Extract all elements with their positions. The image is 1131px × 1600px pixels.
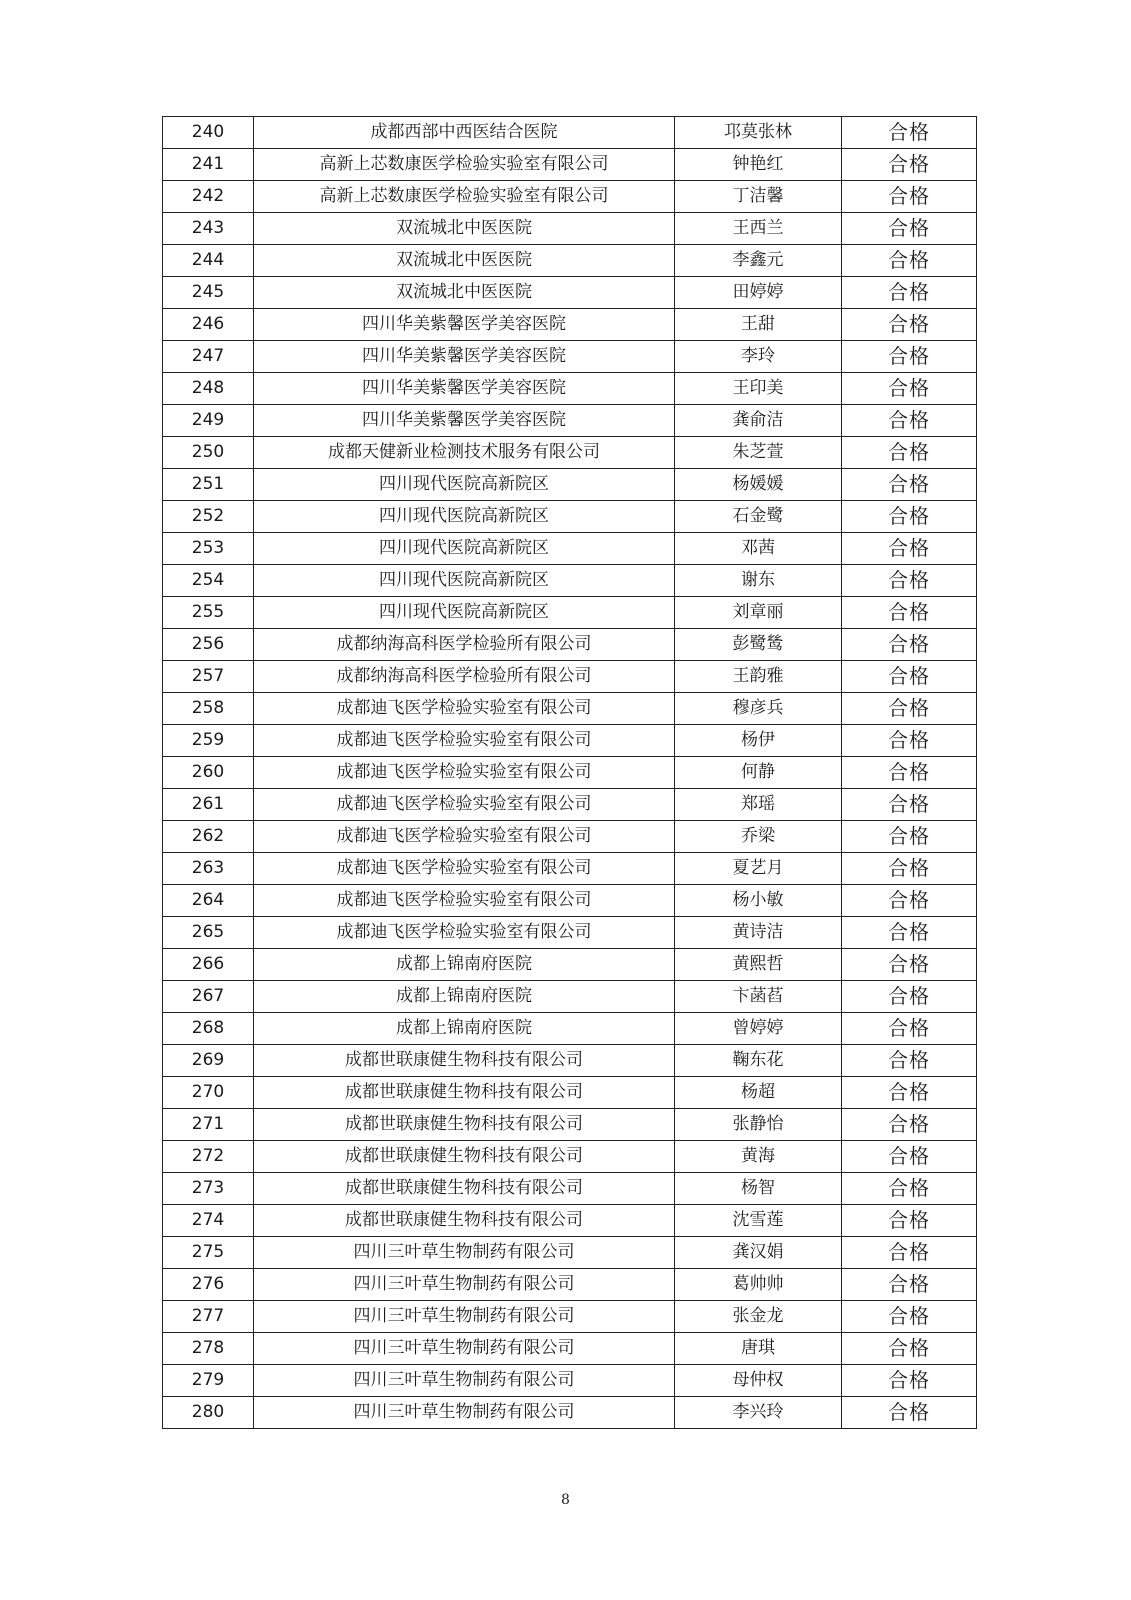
row-number-cell: 262 — [163, 821, 254, 853]
table-row — [163, 565, 977, 597]
result-cell: 合格 — [842, 1333, 977, 1365]
result-cell: 合格 — [842, 373, 977, 405]
row-number-cell: 255 — [163, 597, 254, 629]
result-cell: 合格 — [842, 1269, 977, 1301]
row-number-cell: 273 — [163, 1173, 254, 1205]
table-row — [163, 1109, 977, 1141]
table-row — [163, 277, 977, 309]
row-number-cell: 251 — [163, 469, 254, 501]
row-number-cell: 241 — [163, 149, 254, 181]
result-cell: 合格 — [842, 725, 977, 757]
person-name-cell: 王韵雅 — [675, 661, 842, 693]
row-number-cell: 247 — [163, 341, 254, 373]
table-row — [163, 597, 977, 629]
table-row — [163, 341, 977, 373]
table-row — [163, 789, 977, 821]
table-row — [163, 245, 977, 277]
organization-cell: 四川现代医院高新院区 — [254, 469, 675, 501]
person-name-cell: 龚汉娟 — [675, 1237, 842, 1269]
organization-cell: 双流城北中医医院 — [254, 213, 675, 245]
table-row — [163, 1205, 977, 1237]
result-cell: 合格 — [842, 949, 977, 981]
row-number-cell: 254 — [163, 565, 254, 597]
person-name-cell: 李鑫元 — [675, 245, 842, 277]
person-name-cell: 张静怡 — [675, 1109, 842, 1141]
result-cell: 合格 — [842, 181, 977, 213]
organization-cell: 四川三叶草生物制药有限公司 — [254, 1269, 675, 1301]
row-number-cell: 271 — [163, 1109, 254, 1141]
organization-cell: 四川三叶草生物制药有限公司 — [254, 1397, 675, 1429]
result-cell: 合格 — [842, 1301, 977, 1333]
person-name-cell: 刘章丽 — [675, 597, 842, 629]
row-number-cell: 258 — [163, 693, 254, 725]
organization-cell: 成都迪飞医学检验实验室有限公司 — [254, 725, 675, 757]
result-cell: 合格 — [842, 661, 977, 693]
result-cell: 合格 — [842, 693, 977, 725]
organization-cell: 成都上锦南府医院 — [254, 981, 675, 1013]
table-row — [163, 757, 977, 789]
table-row — [163, 533, 977, 565]
organization-cell: 成都世联康健生物科技有限公司 — [254, 1141, 675, 1173]
page-number: 8 — [561, 1492, 570, 1508]
result-cell: 合格 — [842, 501, 977, 533]
result-cell: 合格 — [842, 1013, 977, 1045]
table-row — [163, 885, 977, 917]
table-row — [163, 437, 977, 469]
row-number-cell: 275 — [163, 1237, 254, 1269]
result-cell: 合格 — [842, 309, 977, 341]
person-name-cell: 沈雪莲 — [675, 1205, 842, 1237]
organization-cell: 成都迪飞医学检验实验室有限公司 — [254, 789, 675, 821]
results-table-body — [163, 117, 977, 1429]
result-cell: 合格 — [842, 1077, 977, 1109]
person-name-cell: 张金龙 — [675, 1301, 842, 1333]
person-name-cell: 夏艺月 — [675, 853, 842, 885]
person-name-cell: 杨智 — [675, 1173, 842, 1205]
table-row — [163, 981, 977, 1013]
result-cell: 合格 — [842, 757, 977, 789]
organization-cell: 成都迪飞医学检验实验室有限公司 — [254, 821, 675, 853]
result-cell: 合格 — [842, 469, 977, 501]
person-name-cell: 杨媛媛 — [675, 469, 842, 501]
row-number-cell: 267 — [163, 981, 254, 1013]
organization-cell: 四川华美紫馨医学美容医院 — [254, 373, 675, 405]
result-cell: 合格 — [842, 245, 977, 277]
row-number-cell: 269 — [163, 1045, 254, 1077]
table-row — [163, 1013, 977, 1045]
organization-cell: 成都世联康健生物科技有限公司 — [254, 1173, 675, 1205]
table-row — [163, 181, 977, 213]
table-row — [163, 1141, 977, 1173]
result-cell: 合格 — [842, 821, 977, 853]
row-number-cell: 257 — [163, 661, 254, 693]
person-name-cell: 李兴玲 — [675, 1397, 842, 1429]
organization-cell: 四川华美紫馨医学美容医院 — [254, 309, 675, 341]
person-name-cell: 穆彦兵 — [675, 693, 842, 725]
table-row — [163, 821, 977, 853]
row-number-cell: 244 — [163, 245, 254, 277]
table-row — [163, 1237, 977, 1269]
result-cell: 合格 — [842, 597, 977, 629]
organization-cell: 四川现代医院高新院区 — [254, 533, 675, 565]
person-name-cell: 黄诗洁 — [675, 917, 842, 949]
result-cell: 合格 — [842, 1045, 977, 1077]
row-number-cell: 279 — [163, 1365, 254, 1397]
organization-cell: 四川华美紫馨医学美容医院 — [254, 341, 675, 373]
result-cell: 合格 — [842, 1141, 977, 1173]
row-number-cell: 272 — [163, 1141, 254, 1173]
person-name-cell: 丁洁馨 — [675, 181, 842, 213]
result-cell: 合格 — [842, 629, 977, 661]
person-name-cell: 葛帅帅 — [675, 1269, 842, 1301]
row-number-cell: 252 — [163, 501, 254, 533]
result-cell: 合格 — [842, 1109, 977, 1141]
row-number-cell: 277 — [163, 1301, 254, 1333]
person-name-cell: 杨超 — [675, 1077, 842, 1109]
table-row — [163, 661, 977, 693]
table-row — [163, 725, 977, 757]
table-row — [163, 949, 977, 981]
organization-cell: 成都世联康健生物科技有限公司 — [254, 1045, 675, 1077]
table-row — [163, 1397, 977, 1429]
person-name-cell: 朱芝萱 — [675, 437, 842, 469]
table-row — [163, 693, 977, 725]
organization-cell: 成都天健新业检测技术服务有限公司 — [254, 437, 675, 469]
row-number-cell: 260 — [163, 757, 254, 789]
result-cell: 合格 — [842, 1397, 977, 1429]
result-cell: 合格 — [842, 565, 977, 597]
table-row — [163, 917, 977, 949]
row-number-cell: 245 — [163, 277, 254, 309]
table-row — [163, 853, 977, 885]
result-cell: 合格 — [842, 341, 977, 373]
organization-cell: 成都世联康健生物科技有限公司 — [254, 1109, 675, 1141]
table-row — [163, 1301, 977, 1333]
person-name-cell: 王西兰 — [675, 213, 842, 245]
row-number-cell: 259 — [163, 725, 254, 757]
person-name-cell: 杨伊 — [675, 725, 842, 757]
person-name-cell: 彭鹭鸶 — [675, 629, 842, 661]
table-row — [163, 373, 977, 405]
result-cell: 合格 — [842, 1205, 977, 1237]
row-number-cell: 280 — [163, 1397, 254, 1429]
result-cell: 合格 — [842, 149, 977, 181]
person-name-cell: 乔梁 — [675, 821, 842, 853]
row-number-cell: 242 — [163, 181, 254, 213]
table-row — [163, 469, 977, 501]
table-row — [163, 1077, 977, 1109]
row-number-cell: 276 — [163, 1269, 254, 1301]
row-number-cell: 249 — [163, 405, 254, 437]
person-name-cell: 母仲权 — [675, 1365, 842, 1397]
result-cell: 合格 — [842, 405, 977, 437]
row-number-cell: 261 — [163, 789, 254, 821]
result-cell: 合格 — [842, 885, 977, 917]
table-row — [163, 405, 977, 437]
organization-cell: 四川三叶草生物制药有限公司 — [254, 1365, 675, 1397]
person-name-cell: 唐琪 — [675, 1333, 842, 1365]
organization-cell: 双流城北中医医院 — [254, 245, 675, 277]
table-row — [163, 629, 977, 661]
row-number-cell: 263 — [163, 853, 254, 885]
organization-cell: 成都迪飞医学检验实验室有限公司 — [254, 757, 675, 789]
result-cell: 合格 — [842, 981, 977, 1013]
person-name-cell: 黄海 — [675, 1141, 842, 1173]
result-cell: 合格 — [842, 533, 977, 565]
result-cell: 合格 — [842, 213, 977, 245]
person-name-cell: 黄熙哲 — [675, 949, 842, 981]
person-name-cell: 钟艳红 — [675, 149, 842, 181]
result-cell: 合格 — [842, 117, 977, 149]
person-name-cell: 邓茜 — [675, 533, 842, 565]
table-row — [163, 1333, 977, 1365]
results-table-container — [162, 116, 976, 1429]
result-cell: 合格 — [842, 789, 977, 821]
organization-cell: 四川华美紫馨医学美容医院 — [254, 405, 675, 437]
organization-cell: 成都上锦南府医院 — [254, 949, 675, 981]
table-row — [163, 1173, 977, 1205]
person-name-cell: 郑瑶 — [675, 789, 842, 821]
row-number-cell: 240 — [163, 117, 254, 149]
person-name-cell: 谢东 — [675, 565, 842, 597]
row-number-cell: 246 — [163, 309, 254, 341]
organization-cell: 成都世联康健生物科技有限公司 — [254, 1205, 675, 1237]
organization-cell: 成都纳海高科医学检验所有限公司 — [254, 629, 675, 661]
organization-cell: 四川三叶草生物制药有限公司 — [254, 1237, 675, 1269]
result-cell: 合格 — [842, 1173, 977, 1205]
row-number-cell: 264 — [163, 885, 254, 917]
result-cell: 合格 — [842, 437, 977, 469]
organization-cell: 成都世联康健生物科技有限公司 — [254, 1077, 675, 1109]
organization-cell: 四川现代医院高新院区 — [254, 501, 675, 533]
person-name-cell: 鞠东花 — [675, 1045, 842, 1077]
row-number-cell: 265 — [163, 917, 254, 949]
table-row — [163, 1045, 977, 1077]
row-number-cell: 270 — [163, 1077, 254, 1109]
organization-cell: 高新上芯数康医学检验实验室有限公司 — [254, 149, 675, 181]
organization-cell: 高新上芯数康医学检验实验室有限公司 — [254, 181, 675, 213]
result-cell: 合格 — [842, 1237, 977, 1269]
row-number-cell: 266 — [163, 949, 254, 981]
row-number-cell: 253 — [163, 533, 254, 565]
results-table — [162, 116, 977, 1429]
row-number-cell: 274 — [163, 1205, 254, 1237]
table-row — [163, 213, 977, 245]
organization-cell: 成都上锦南府医院 — [254, 1013, 675, 1045]
organization-cell: 成都迪飞医学检验实验室有限公司 — [254, 917, 675, 949]
organization-cell: 成都迪飞医学检验实验室有限公司 — [254, 853, 675, 885]
result-cell: 合格 — [842, 1365, 977, 1397]
table-row — [163, 1269, 977, 1301]
person-name-cell: 何静 — [675, 757, 842, 789]
organization-cell: 四川三叶草生物制药有限公司 — [254, 1301, 675, 1333]
table-row — [163, 309, 977, 341]
organization-cell: 成都迪飞医学检验实验室有限公司 — [254, 693, 675, 725]
person-name-cell: 曾婷婷 — [675, 1013, 842, 1045]
table-row — [163, 501, 977, 533]
organization-cell: 成都西部中西医结合医院 — [254, 117, 675, 149]
organization-cell: 四川现代医院高新院区 — [254, 597, 675, 629]
table-row — [163, 1365, 977, 1397]
person-name-cell: 杨小敏 — [675, 885, 842, 917]
row-number-cell: 268 — [163, 1013, 254, 1045]
result-cell: 合格 — [842, 853, 977, 885]
row-number-cell: 243 — [163, 213, 254, 245]
result-cell: 合格 — [842, 917, 977, 949]
person-name-cell: 卞菡萏 — [675, 981, 842, 1013]
row-number-cell: 278 — [163, 1333, 254, 1365]
organization-cell: 成都迪飞医学检验实验室有限公司 — [254, 885, 675, 917]
person-name-cell: 李玲 — [675, 341, 842, 373]
organization-cell: 四川三叶草生物制药有限公司 — [254, 1333, 675, 1365]
result-cell: 合格 — [842, 277, 977, 309]
row-number-cell: 248 — [163, 373, 254, 405]
person-name-cell: 邛莫张林 — [675, 117, 842, 149]
person-name-cell: 王印美 — [675, 373, 842, 405]
row-number-cell: 256 — [163, 629, 254, 661]
organization-cell: 成都纳海高科医学检验所有限公司 — [254, 661, 675, 693]
table-row — [163, 117, 977, 149]
row-number-cell: 250 — [163, 437, 254, 469]
organization-cell: 双流城北中医医院 — [254, 277, 675, 309]
person-name-cell: 王甜 — [675, 309, 842, 341]
person-name-cell: 田婷婷 — [675, 277, 842, 309]
table-row — [163, 149, 977, 181]
person-name-cell: 龚俞洁 — [675, 405, 842, 437]
organization-cell: 四川现代医院高新院区 — [254, 565, 675, 597]
person-name-cell: 石金鹭 — [675, 501, 842, 533]
